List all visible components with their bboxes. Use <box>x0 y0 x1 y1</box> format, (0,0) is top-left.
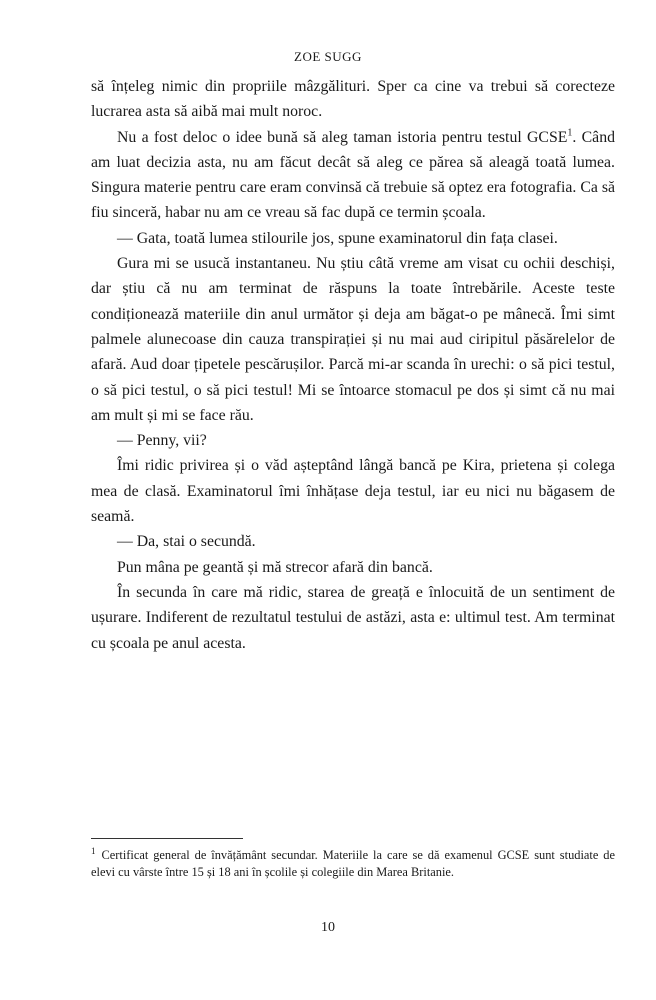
footnote-text: Certificat general de învățământ secundar. Materiile la care se dă examenul GCSE sunt studiate de elevi cu vârste între 15 și 18 ani în școlile și colegiile din Marea Britanie. <box>91 848 615 879</box>
dialogue-wait: — Da, stai o secundă. <box>117 533 256 551</box>
paragraph-kira: Îmi ridic privirea și o văd așteptând lângă bancă pe Kira, prietena și colega mea de clasă. Examinatorul îmi înhățase deja testul, iar eu nici nu băgasem de seamă. <box>91 457 615 526</box>
footnote-reference[interactable]: 1 <box>567 127 573 139</box>
dialogue-penny: — Penny, vii? <box>117 432 207 450</box>
paragraph-dry-mouth: Gura mi se usucă instantaneu. Nu știu câtă vreme am visat cu ochii deschiși, dar știu că nu am terminat de răspuns la toate întrebările. Aceste teste condiționează materiile din anul următor și deja am băgat-o pe mânecă. Îmi simt palmele alunecoase din cauza transpirației și nu mai aud ciripitul păsărelelor de afară. Aud doar țipetele pescărușilor. Parcă mi-ar scanda în urechi: o să pici testul, o să pici testul, o să pici testul! Mi se întoarce stomacul pe dos și simt că nu mai am mult și mi se face rău. <box>91 255 615 424</box>
paragraph-relief: În secunda în care mă ridic, starea de greață e înlocuită de un sentiment de ușurare. Indiferent de rezultatul testului de astăzi, asta e: ultimul test. Am terminat cu școala pe anul acesta. <box>91 583 615 652</box>
paragraph-continuation: să înțeleg nimic din propriile mâzgălituri. Sper ca cine va trebui să corecteze lucrarea asta să aibă mai mult noroc. <box>91 78 615 121</box>
body-text <box>91 74 615 656</box>
footnote-marker: 1 <box>91 845 96 856</box>
paragraph-gcse-start: Nu a fost deloc o idee bună să aleg taman istoria pentru testul GCSE <box>117 128 568 146</box>
paragraph-gcse <box>91 125 615 226</box>
running-head: ZOE SUGG <box>294 49 362 64</box>
dialogue-examiner: — Gata, toată lumea stilourile jos, spune examinatorul din fața clasei. <box>117 229 558 247</box>
footnote <box>91 847 615 881</box>
footnote-divider <box>91 838 243 839</box>
paragraph-gcse-rest: . Când am luat decizia asta, nu am făcut decât să aleg ce părea să aleagă toată lumea. Singura materie pentru care eram convinsă că trebuie să optez era fotografia. Ca să fiu sinceră, habar nu am ce vreau să fac după ce termin școala. <box>91 128 615 222</box>
page-number: 10 <box>321 920 335 935</box>
paragraph-bag: Pun mâna pe geantă și mă strecor afară din bancă. <box>117 558 433 576</box>
